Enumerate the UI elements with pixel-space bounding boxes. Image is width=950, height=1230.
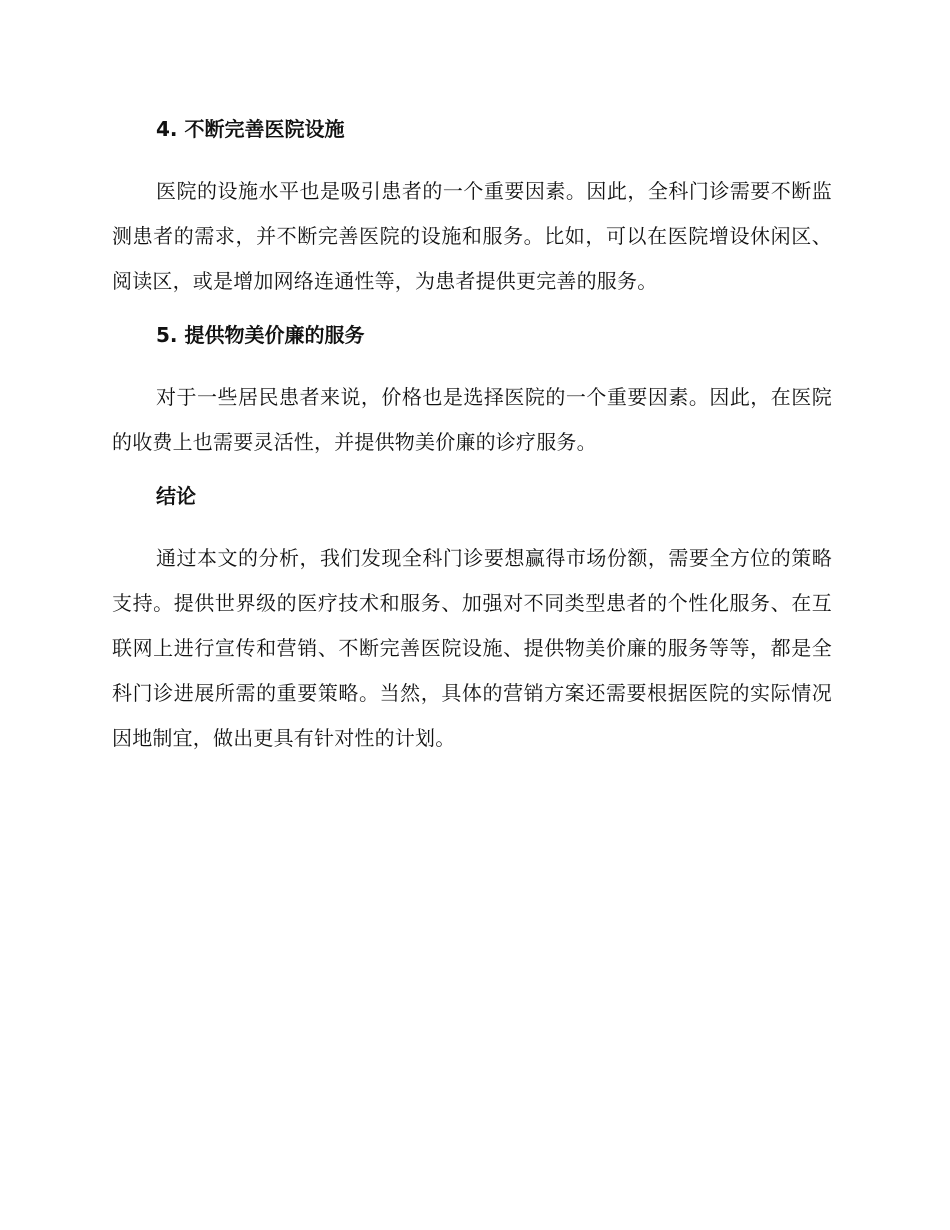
section-heading-facilities: 4. 不断完善医院设施 — [156, 117, 345, 141]
section-heading-pricing: 5. 提供物美价廉的服务 — [156, 323, 365, 347]
section-paragraph-facilities: 医院的设施水平也是吸引患者的一个重要因素。因此，全科门诊需要不断监测患者的需求，并不断完善医院的设施和服务。比如，可以在医院增设休闲区、阅读区，或是增加网络连通性等，为患者提供更完善的服务。 — [112, 179, 832, 293]
section-paragraph-conclusion: 通过本文的分析，我们发现全科门诊要想赢得市场份额，需要全方位的策略支持。提供世界级的医疗技术和服务、加强对不同类型患者的个性化服务、在互联网上进行宣传和营销、不断完善医院设施、提供物美价廉的服务等等，都是全科门诊进展所需的重要策略。当然，具体的营销方案还需要根据医院的实际情况因地制宜，做出更具有针对性的计划。 — [112, 546, 832, 750]
document-body — [112, 112, 832, 761]
section-heading-conclusion: 结论 — [156, 484, 196, 508]
section-paragraph-pricing: 对于一些居民患者来说，价格也是选择医院的一个重要因素。因此，在医院的收费上也需要灵活性，并提供物美价廉的诊疗服务。 — [112, 385, 832, 454]
